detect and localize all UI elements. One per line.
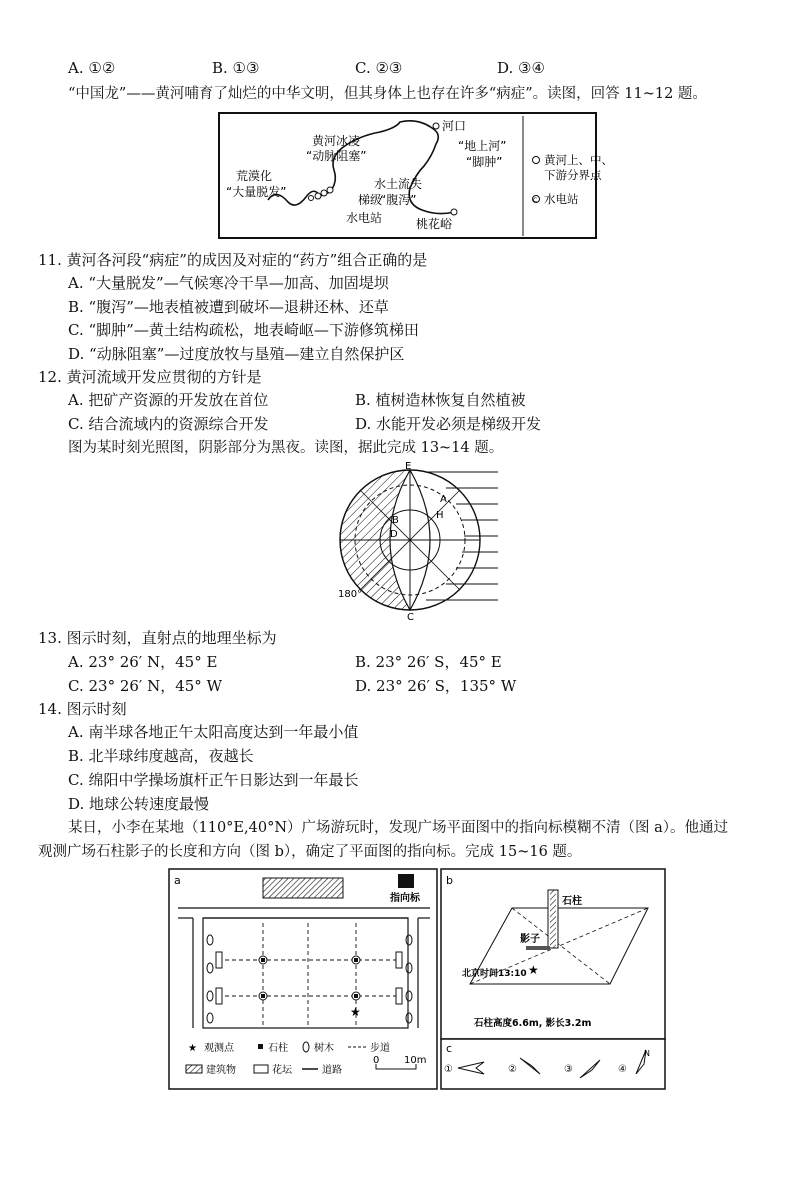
option-4: ④ [618,1064,627,1075]
north-mark: N [644,1049,650,1058]
label-suspended-river: “地上河” [458,139,507,153]
q14-option-a: A. 南半球各地正午太阳高度达到一年最小值 [68,723,359,741]
label-d: D [390,529,398,540]
pointer-box [398,874,414,888]
figure-bc [440,868,666,1090]
legend-hydro: 水电站 [544,192,579,206]
label-cascade: 梯级 [358,193,383,207]
label-c: C [407,612,414,623]
legend-observation: 观测点 [204,1043,234,1054]
q14-option-c: C. 绵阳中学操场旗杆正午日影达到一年最长 [68,771,359,789]
fig-b-time: 北京时间13:10 [462,969,527,979]
q14-stem: 14. 图示时刻 [38,700,127,718]
q14-option-b: B. 北半球纬度越高，夜越长 [68,747,254,765]
legend-tree: 树木 [314,1043,334,1054]
label-a: A [440,494,447,505]
illumination-diagram [330,460,500,623]
observation-star: ★ [350,1005,361,1019]
label-soil-erosion: 水土流失 [374,177,423,191]
pointer-label: 指向标 [390,893,420,904]
figure-a-plaza-plan [168,868,438,1090]
q12-option-a: A. 把矿产资源的开发放在首位 [68,391,269,409]
q12-option-b: B. 植树造林恢复自然植被 [355,391,526,409]
label-hair-loss: “大量脱发” [226,185,287,199]
q12-option-c: C. 结合流域内的资源综合开发 [68,415,269,433]
q10-option-d: D. ③④ [497,59,545,77]
fig-b-pillar: 石柱 [562,896,582,907]
q10-option-a: A. ①② [68,59,116,77]
option-2: ② [508,1064,517,1075]
q13-option-d: D. 23° 26′ S，135° W [355,677,517,695]
scale-zero: 0 [373,1055,380,1066]
label-river-mouth: 河口 [442,119,467,133]
label-artery: “动脉阻塞” [306,149,367,163]
intro-15-16-line1: 某日，小李在某地（110°E,40°N）广场游玩时，发现广场平面图中的指向标模糊不清（图 a）。他通过 [68,820,729,836]
legend-path: 步道 [370,1043,390,1054]
fig-b-label: b [446,874,453,887]
label-diarrhea: “腹泻” [380,193,417,207]
legend-road: 道路 [322,1065,342,1076]
yellow-river-map [218,112,613,240]
hydro-station-mark: C [533,197,538,204]
fig-b-star: ★ [528,963,539,977]
q13-option-c: C. 23° 26′ N，45° W [68,677,222,695]
q12-option-d: D. 水能开发必须是梯级开发 [355,415,542,433]
label-e: E [405,461,412,472]
label-taohuayu: 桃花峪 [416,217,453,231]
q11-option-d: D. “动脉阻塞”—过度放牧与垦殖—建立自然保护区 [68,345,405,363]
q13-option-a: A. 23° 26′ N，45° E [68,653,218,671]
q10-option-b: B. ①③ [212,59,260,77]
q14-option-d: D. 地球公转速度最慢 [68,795,210,813]
q11-option-c: C. “脚肿”—黄土结构疏松，地表崎岖—下游修筑梯田 [68,321,419,339]
q13-option-b: B. 23° 26′ S，45° E [355,653,502,671]
building [263,878,343,898]
option-3: ③ [564,1064,573,1075]
legend-building: 建筑物 [206,1065,236,1076]
q11-option-a: A. “大量脱发”—气候寒冷干旱—加高、加固堤坝 [68,274,389,292]
label-ice: 黄河冰凌 [312,134,361,148]
label-b: B [392,515,399,526]
legend-flower: 花坛 [272,1065,292,1076]
fig-b-caption: 石柱高度6.6m, 影长3.2m [474,1018,592,1029]
fig-c-label: c [446,1042,453,1055]
intro-13-14: 图为某时刻光照图，阴影部分为黑夜。读图，据此完成 13~14 题。 [68,440,504,456]
fig-b-shadow: 影子 [520,934,540,945]
q13-stem: 13. 图示时刻，直射点的地理坐标为 [38,629,277,647]
fig-a-label: a [174,874,181,887]
q11-stem: 11. 黄河各河段“病症”的成因及对症的“药方”组合正确的是 [38,251,428,269]
q11-option-b: B. “腹泻”—地表植被遭到破坏—退耕还林、还草 [68,298,389,316]
q12-stem: 12. 黄河流域开发应贯彻的方针是 [38,368,262,386]
legend-boundary-1: 黄河上、中、 [544,153,613,167]
svg-text:★: ★ [188,1043,197,1054]
intro-15-16-line2: 观测广场石柱影子的长度和方向（图 b），确定了平面图的指向标。完成 15~16 题。 [38,844,582,860]
legend-boundary-2: 下游分界点 [544,168,602,182]
scale-ten: 10m [404,1055,427,1066]
intro-11-12: “中国龙”——黄河哺育了灿烂的中华文明，但其身体上也存在许多“病症”。读图，回答 11~12 题。 [68,86,707,102]
label-desertification: 荒漠化 [236,169,273,183]
q10-option-c: C. ②③ [355,59,403,77]
legend-pillar: 石柱 [268,1043,288,1054]
option-1: ① [444,1064,453,1075]
label-180: 180° [338,589,363,600]
label-swollen-feet: “脚肿” [466,155,503,169]
label-h: H [436,510,444,521]
label-hydro: 水电站 [346,211,383,225]
